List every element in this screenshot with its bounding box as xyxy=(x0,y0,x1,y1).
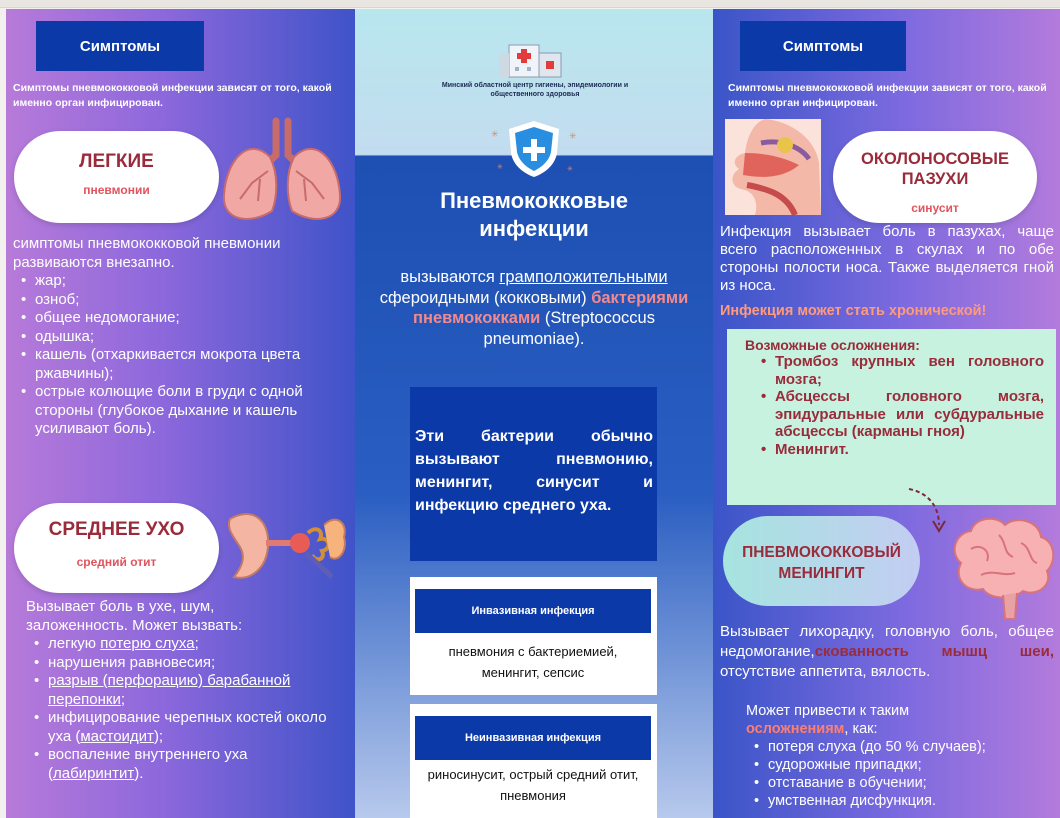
sinus-pill xyxy=(833,131,1037,223)
list-item: • потеря слуха (до 50 % случаев); xyxy=(768,738,1056,756)
list-item xyxy=(48,672,346,709)
meningitis-text-part: отсутствие аппетита, вялость. xyxy=(720,663,931,680)
bacteria-info-box: Эти бактерии обычно вызывают пневмонию, менингит, синусит и инфекцию среднего уха. xyxy=(410,387,657,561)
list-item: • Абсцессы головного мозга, эпидуральные или субдуральные абсцессы (карманы гноя) xyxy=(775,388,1044,441)
list-item-text: легкую xyxy=(48,635,101,652)
lead-text-part: , как: xyxy=(844,721,878,737)
meningitis-complication-list xyxy=(746,738,1056,810)
meningitis-text-part: Вызывает лихорадку, головную боль, общее недомогание, xyxy=(720,623,1054,660)
svg-text:✳: ✳ xyxy=(491,130,499,140)
ear-subtitle: средний отит xyxy=(76,555,157,569)
main-title-line: Пневмококковые xyxy=(440,188,628,213)
list-item: • кашель (отхаркивается мокрота цвета ржавчины); xyxy=(35,346,313,383)
list-item-link[interactable]: лабиринтит xyxy=(53,764,135,782)
ear-icon xyxy=(220,507,350,587)
desc-text: вызываются xyxy=(400,268,500,286)
list-item: • острые колющие боли в груди с одной стороны (глубокое дыхание и кашель усиливают боль). xyxy=(35,383,313,439)
desc-highlight: бактериями пневмококками xyxy=(413,288,689,327)
right-panel xyxy=(713,9,1060,818)
lungs-title: ЛЕГКИЕ xyxy=(79,151,154,172)
main-title-line: инфекции xyxy=(479,216,589,241)
lungs-symptom-list xyxy=(13,272,313,439)
lead-text-part: Может привести к таким xyxy=(746,703,910,719)
left-panel xyxy=(6,9,355,818)
list-item: • отставание в обучении; xyxy=(768,774,1056,792)
meningitis-text-highlight: скованность мышц шеи, xyxy=(814,643,1054,660)
list-item-text: инфицирование черепных костей около уха ( xyxy=(48,709,327,745)
desc-text: сфероидными (кокковыми) xyxy=(379,288,592,307)
list-item-link[interactable]: разрыв (перфорацию) барабанной перепонки xyxy=(48,672,291,708)
ear-title: СРЕДНЕЕ УХО xyxy=(48,519,185,540)
right-intro: Симптомы пневмококковой инфекции зависят от того, какой именно орган инфицирован. xyxy=(728,82,1047,109)
lungs-pill xyxy=(14,131,219,223)
invasive-card xyxy=(410,577,657,695)
list-item xyxy=(48,709,346,746)
main-title xyxy=(355,187,713,243)
sinus-anatomy-icon xyxy=(725,119,821,215)
left-section-title: Симптомы xyxy=(36,21,204,71)
lungs-text: симптомы пневмококковой пневмонии развиваются внезапно. xyxy=(13,235,281,271)
list-item-link[interactable]: потерю слуха xyxy=(100,635,195,652)
svg-text:✳: ✳ xyxy=(497,163,503,171)
list-item xyxy=(48,635,346,654)
right-section-title: Симптомы xyxy=(740,21,906,71)
list-item: • общее недомогание; xyxy=(35,309,313,328)
lead-text xyxy=(746,702,1056,738)
complications-list xyxy=(745,353,1044,458)
sinus-text: Инфекция вызывает боль в пазухах, чаще всего расположенных в скулах и по обе стороны полости носа. Также выделяется гной из носа. xyxy=(720,223,1054,294)
logo-block xyxy=(355,9,713,131)
list-item: • одышка; xyxy=(35,328,313,347)
meningitis-text xyxy=(720,622,1054,682)
lead-text-highlight: осложнениям xyxy=(746,721,845,737)
invasive-card-title: Инвазивная инфекция xyxy=(415,589,651,633)
hospital-building-icon xyxy=(495,39,575,79)
list-item-text: ; xyxy=(120,690,126,708)
complications-box xyxy=(727,329,1056,505)
lungs-subtitle: пневмонии xyxy=(83,183,150,197)
meningitis-pill: ПНЕВМОКОККОВЫЙ МЕНИНГИТ xyxy=(723,516,920,606)
lungs-symptoms-block xyxy=(13,235,313,439)
left-intro: Симптомы пневмококковой инфекции зависят от того, какой именно орган инфицирован. xyxy=(13,82,332,109)
chronic-warning: Инфекция может стать хронической! xyxy=(720,303,987,319)
ear-symptom-list xyxy=(26,635,346,783)
noninvasive-card-body: риносинусит, острый средний отит, пневмония xyxy=(427,767,639,803)
ear-symptoms-block xyxy=(26,598,346,783)
complications-title: Возможные осложнения: xyxy=(745,337,920,353)
list-item-text: воспаление внутреннего уха ( xyxy=(48,746,248,782)
noninvasive-card xyxy=(410,704,657,818)
middle-panel xyxy=(355,9,713,818)
meningitis-complications xyxy=(746,702,1056,810)
lungs-icon xyxy=(220,117,344,229)
list-item: • жар; xyxy=(35,272,313,291)
list-item: • умственная дисфункция. xyxy=(768,792,1056,810)
sinus-subtitle: синусит xyxy=(911,201,959,215)
list-item-text: ; xyxy=(194,635,199,652)
list-item-text: ). xyxy=(134,764,144,782)
list-item-text: ); xyxy=(153,727,164,745)
desc-link[interactable]: грамположительными xyxy=(499,268,668,286)
org-name: Минский областной центр гигиены, эпидемиологии и общественного здоровья xyxy=(441,82,629,98)
svg-text:✳: ✳ xyxy=(567,165,573,173)
shield-icon xyxy=(481,117,587,179)
sinus-title: ОКОЛОНОСОВЫЕ ПАЗУХИ xyxy=(861,150,1009,188)
page-top-border xyxy=(0,0,1060,8)
main-description xyxy=(367,267,701,349)
ear-text: Вызывает боль в ухе, шум, заложенность. Может вызвать: xyxy=(26,598,243,634)
list-item: • озноб; xyxy=(35,291,313,310)
desc-text: (Streptococcus pneumoniae). xyxy=(483,309,655,348)
list-item xyxy=(48,746,346,783)
svg-text:✳: ✳ xyxy=(569,132,577,142)
list-item-text: нарушения равновесия; xyxy=(48,653,216,671)
noninvasive-card-title: Неинвазивная инфекция xyxy=(415,716,651,760)
list-item: • Менингит. xyxy=(775,441,1044,459)
list-item xyxy=(48,654,346,673)
ear-pill xyxy=(14,503,219,593)
invasive-card-body: пневмония с бактериемией, менингит, сепсис xyxy=(448,644,618,680)
list-item-link[interactable]: мастоидит xyxy=(80,727,154,745)
brain-icon xyxy=(941,513,1059,623)
list-item: • Тромбоз крупных вен головного мозга; xyxy=(775,353,1044,388)
list-item: • судорожные припадки; xyxy=(768,756,1056,774)
